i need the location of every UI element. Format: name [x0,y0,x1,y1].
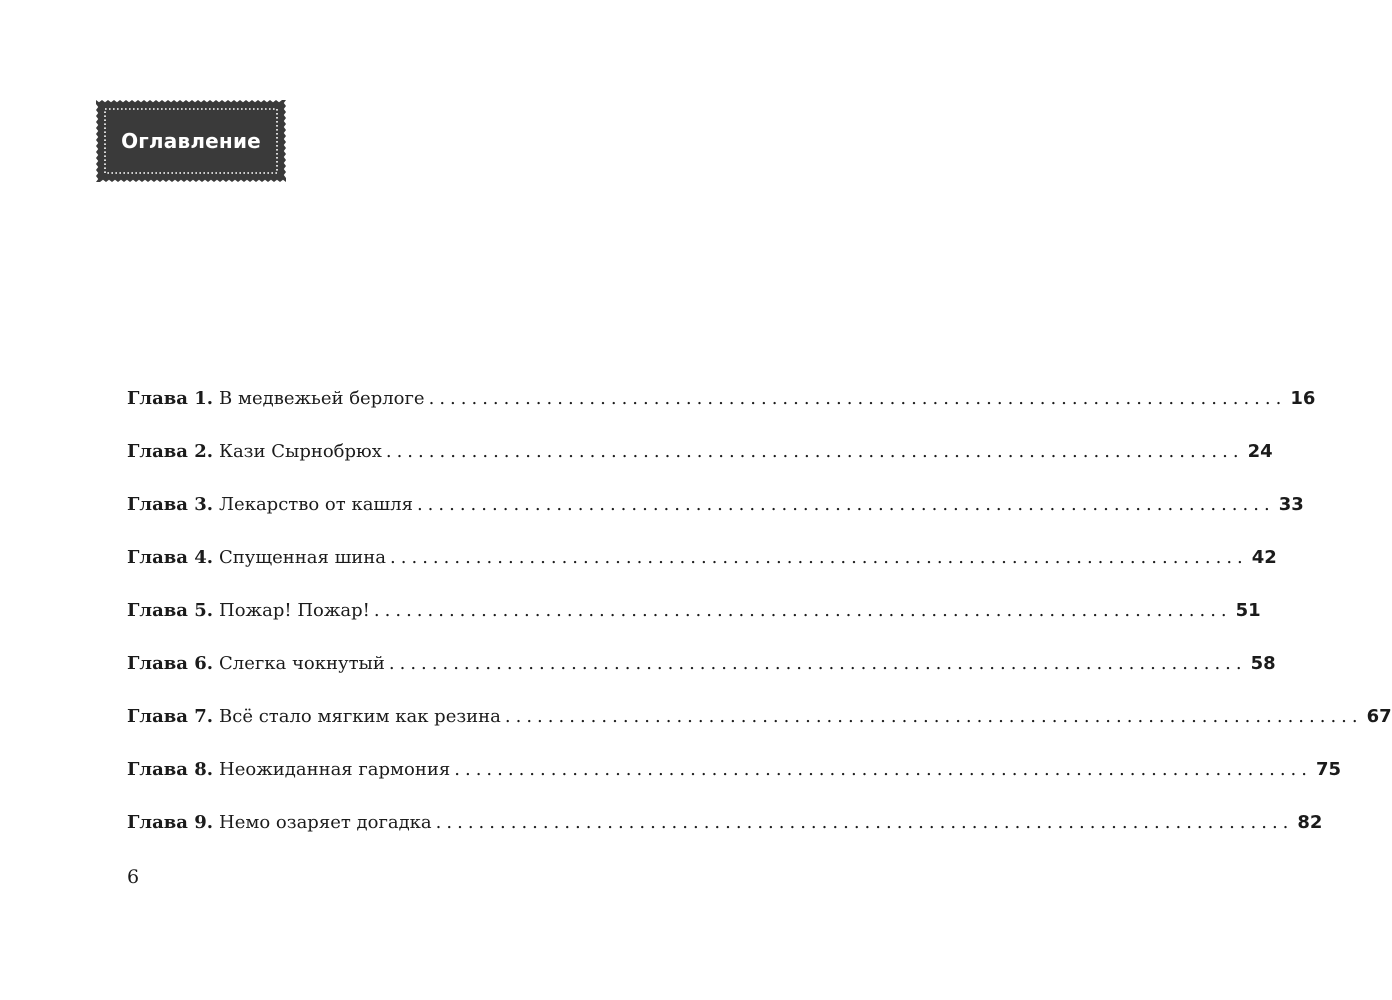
toc-page-number: 16 [1290,388,1316,409]
toc-leader-dots: ................................................................................ [435,812,1294,833]
toc-chapter-title: Неожиданная гармония [219,759,451,780]
toc-chapter-label: Глава 4. [127,547,214,568]
toc-leader-dots: ................................................................................ [428,388,1287,409]
toc-page-number: 75 [1315,759,1342,780]
toc-leader-dots: ................................................................................ [416,494,1275,515]
toc-page-number: 33 [1278,494,1304,515]
title-badge [96,100,286,182]
toc-page-number: 42 [1251,547,1277,568]
toc-chapter-label: Глава 9. [127,812,214,833]
toc-page-number: 24 [1247,441,1273,462]
toc-entry-5[interactable] [127,600,1261,653]
toc-entry-3[interactable] [127,494,1304,547]
toc-leader-dots: ................................................................................ [373,600,1232,621]
table-of-contents [127,388,1392,865]
toc-leader-dots: ................................................................................ [454,759,1312,780]
toc-chapter-label: Глава 3. [127,494,214,515]
toc-entry-1[interactable] [127,388,1316,441]
toc-leader-dots: ................................................................................ [504,706,1363,727]
toc-chapter-label: Глава 2. [127,441,214,462]
toc-chapter-title: Лекарство от кашля [219,494,413,515]
toc-chapter-title: Пожар! Пожар! [219,600,370,621]
toc-chapter-title: Кази Сырнобрюх [219,441,382,462]
toc-entry-2[interactable] [127,441,1273,494]
toc-entry-4[interactable] [127,547,1277,600]
toc-entry-6[interactable] [127,653,1276,706]
toc-chapter-label: Глава 7. [127,706,214,727]
toc-chapter-title: В медвежьей берлоге [219,388,425,409]
toc-chapter-label: Глава 1. [127,388,214,409]
toc-page-number: 82 [1297,812,1323,833]
toc-chapter-title: Слегка чокнутый [219,653,385,674]
toc-page-number: 58 [1250,653,1276,674]
toc-chapter-label: Глава 6. [127,653,214,674]
toc-chapter-title: Немо озаряет догадка [219,812,432,833]
toc-entry-7[interactable] [127,706,1392,759]
page-number: 6 [127,866,140,888]
toc-leader-dots: ................................................................................ [388,653,1247,674]
toc-leader-dots: ................................................................................ [390,547,1248,568]
toc-entry-9[interactable] [127,812,1323,865]
toc-leader-dots: ................................................................................ [385,441,1244,462]
toc-entry-8[interactable] [127,759,1342,812]
toc-page-number: 67 [1366,706,1392,727]
toc-page-number: 51 [1235,600,1261,621]
toc-chapter-label: Глава 8. [127,759,214,780]
toc-chapter-label: Глава 5. [127,600,214,621]
toc-chapter-title: Спущенная шина [219,547,387,568]
page-title: Оглавление [121,129,261,153]
toc-chapter-title: Всё стало мягким как резина [219,706,501,727]
